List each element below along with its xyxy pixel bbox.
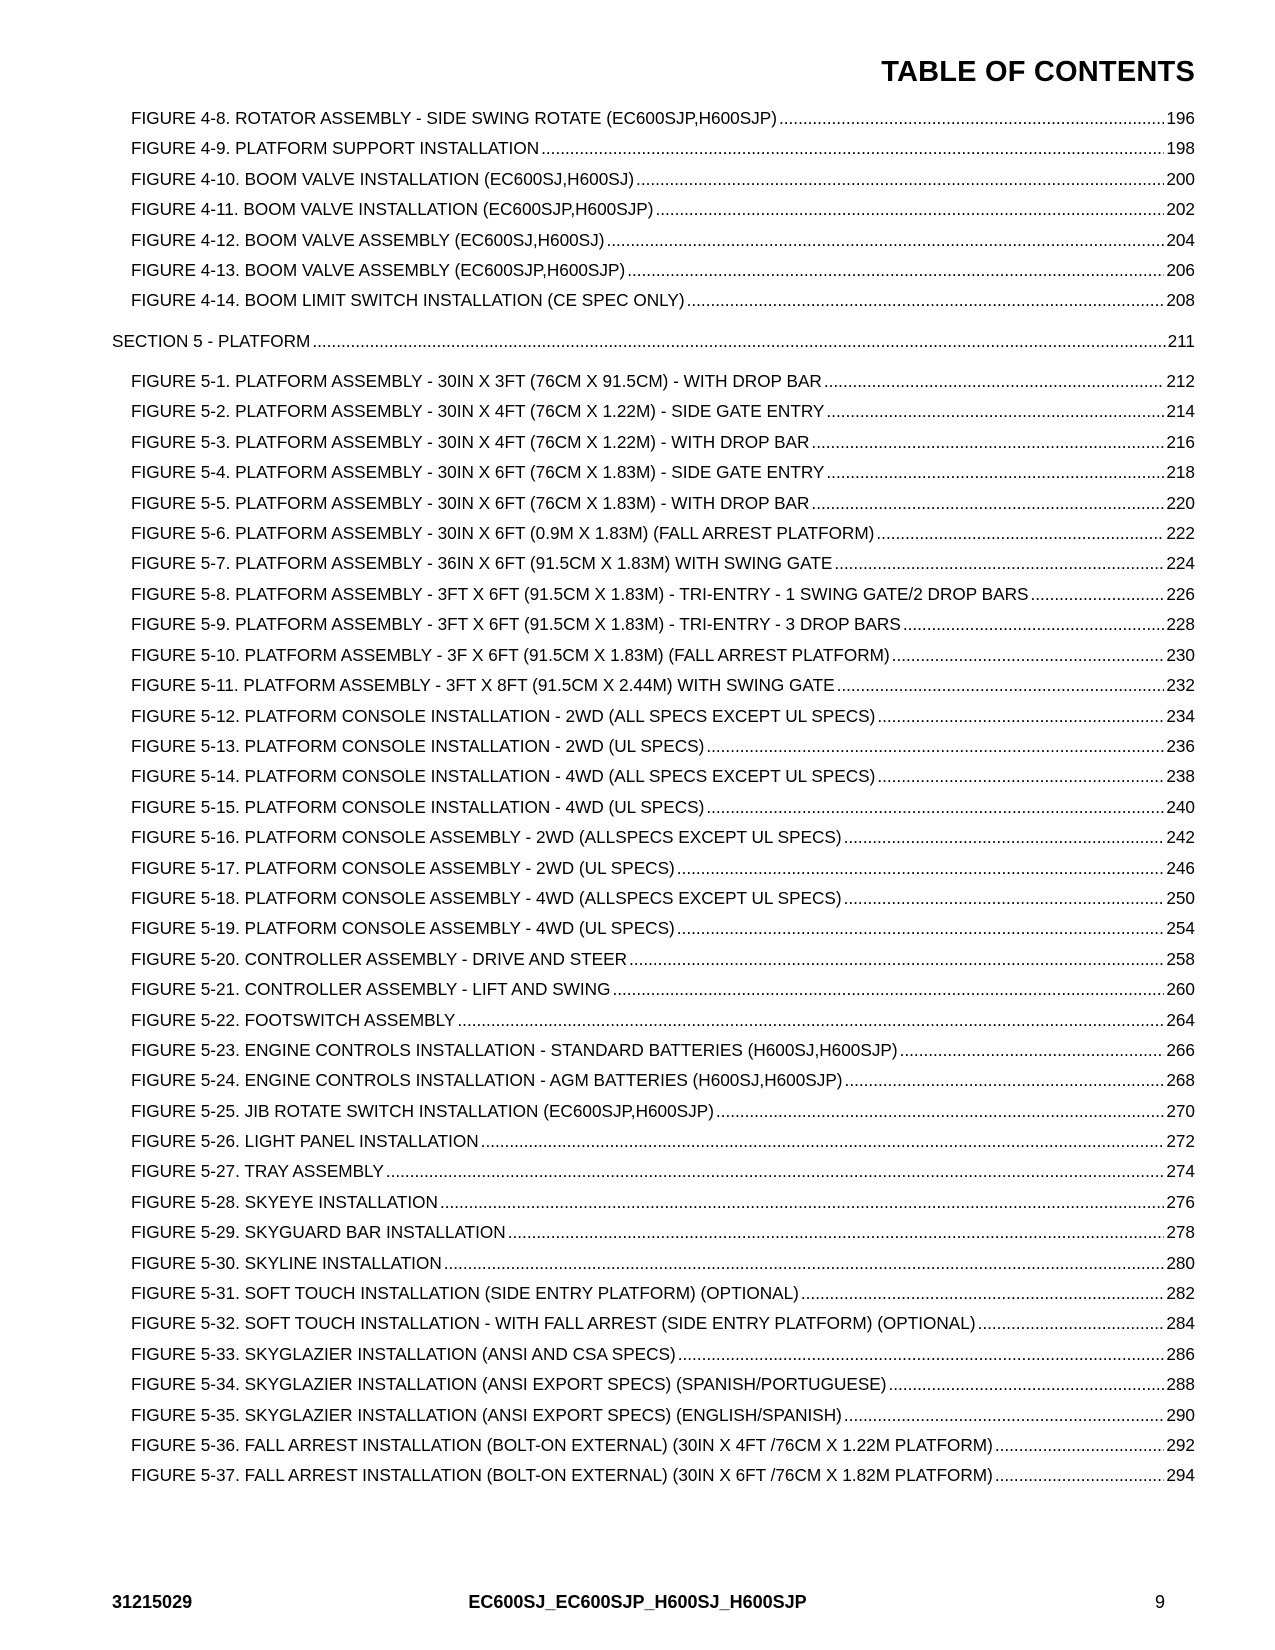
toc-entry-page: 238 <box>1166 766 1195 786</box>
toc-dot-leader <box>627 259 1164 281</box>
toc-dot-leader <box>612 978 1164 1000</box>
toc-entry-label: FIGURE 5-35. SKYGLAZIER INSTALLATION (ANSI EXPORT SPECS) (ENGLISH/SPANISH) <box>131 1405 842 1425</box>
toc-entry[interactable] <box>131 1130 1195 1152</box>
toc-entry[interactable] <box>131 735 1195 757</box>
toc-dot-leader <box>678 1343 1165 1365</box>
toc-dot-leader <box>892 644 1165 666</box>
toc-entry-label: FIGURE 5-16. PLATFORM CONSOLE ASSEMBLY - 2WD (ALLSPECS EXCEPT UL SPECS) <box>131 827 842 847</box>
toc-dot-leader <box>876 522 1164 544</box>
toc-dot-leader <box>677 857 1165 879</box>
toc-entry-label: FIGURE 5-29. SKYGUARD BAR INSTALLATION <box>131 1222 506 1242</box>
toc-entry[interactable] <box>131 887 1195 909</box>
toc-entry-page: 292 <box>1166 1435 1195 1455</box>
toc-dot-leader <box>995 1434 1165 1456</box>
model-line: EC600SJ_EC600SJP_H600SJ_H600SJP <box>468 1592 807 1612</box>
toc-entry-page: 204 <box>1166 230 1195 250</box>
toc-entry-label: FIGURE 5-31. SOFT TOUCH INSTALLATION (SIDE ENTRY PLATFORM) (OPTIONAL) <box>131 1283 799 1303</box>
toc-dot-leader <box>844 887 1165 909</box>
toc-entry-label: FIGURE 5-18. PLATFORM CONSOLE ASSEMBLY - 4WD (ALLSPECS EXCEPT UL SPECS) <box>131 888 842 908</box>
toc-entry[interactable] <box>131 289 1195 311</box>
toc-entry-page: 284 <box>1166 1313 1195 1333</box>
toc-entry-label: FIGURE 5-28. SKYEYE INSTALLATION <box>131 1192 438 1212</box>
toc-entry-label: FIGURE 5-24. ENGINE CONTROLS INSTALLATION - AGM BATTERIES (H600SJ,H600SJP) <box>131 1070 843 1090</box>
toc-dot-leader <box>995 1464 1165 1486</box>
toc-entry-label: FIGURE 5-4. PLATFORM ASSEMBLY - 30IN X 6FT (76CM X 1.83M) - SIDE GATE ENTRY <box>131 462 825 482</box>
toc-entry-label: FIGURE 4-14. BOOM LIMIT SWITCH INSTALLATION (CE SPEC ONLY) <box>131 290 685 310</box>
toc-entry-page: 212 <box>1166 371 1195 391</box>
toc-entry-page: 280 <box>1166 1253 1195 1273</box>
toc-entry-label: FIGURE 5-19. PLATFORM CONSOLE ASSEMBLY - 4WD (UL SPECS) <box>131 918 675 938</box>
toc-entry[interactable] <box>131 1221 1195 1243</box>
toc-entry-page: 268 <box>1166 1070 1195 1090</box>
toc-dot-leader <box>888 1373 1164 1395</box>
toc-entry-label: FIGURE 5-13. PLATFORM CONSOLE INSTALLATION - 2WD (UL SPECS) <box>131 736 705 756</box>
toc-entry[interactable] <box>131 198 1195 220</box>
toc-entry[interactable] <box>131 1343 1195 1365</box>
toc-entry-page: 290 <box>1166 1405 1195 1425</box>
toc-dot-leader <box>844 1404 1164 1426</box>
toc-entry-label: FIGURE 5-15. PLATFORM CONSOLE INSTALLATION - 4WD (UL SPECS) <box>131 797 705 817</box>
toc-entry[interactable] <box>131 370 1195 392</box>
toc-entry-label: FIGURE 5-5. PLATFORM ASSEMBLY - 30IN X 6FT (76CM X 1.83M) - WITH DROP BAR <box>131 493 810 513</box>
toc-entry-page: 208 <box>1166 290 1195 310</box>
toc-entry-label: FIGURE 4-9. PLATFORM SUPPORT INSTALLATION <box>131 138 540 158</box>
toc-entry-page: 282 <box>1166 1283 1195 1303</box>
toc-entry-label: FIGURE 5-2. PLATFORM ASSEMBLY - 30IN X 4FT (76CM X 1.22M) - SIDE GATE ENTRY <box>131 401 825 421</box>
toc-entry[interactable] <box>131 1191 1195 1213</box>
toc-entry-label: FIGURE 5-34. SKYGLAZIER INSTALLATION (ANSI EXPORT SPECS) (SPANISH/PORTUGUESE) <box>131 1374 887 1394</box>
toc-dot-leader <box>687 289 1165 311</box>
toc-entry[interactable] <box>131 644 1195 666</box>
toc-entry-label: FIGURE 5-32. SOFT TOUCH INSTALLATION - WITH FALL ARREST (SIDE ENTRY PLATFORM) (OPTIONAL) <box>131 1313 976 1333</box>
toc-entry[interactable] <box>131 259 1195 281</box>
toc-entry-label: FIGURE 5-9. PLATFORM ASSEMBLY - 3FT X 6FT (91.5CM X 1.83M) - TRI-ENTRY - 3 DROP BARS <box>131 614 901 634</box>
toc-entry-page: 258 <box>1166 949 1195 969</box>
toc-dot-leader <box>457 1009 1164 1031</box>
toc-entry[interactable] <box>131 461 1195 483</box>
toc-entry[interactable] <box>131 137 1195 159</box>
page-title: TABLE OF CONTENTS <box>881 56 1195 88</box>
toc-entry-label: FIGURE 5-11. PLATFORM ASSEMBLY - 3FT X 8FT (91.5CM X 2.44M) WITH SWING GATE <box>131 675 835 695</box>
toc-entry-page: 266 <box>1166 1040 1195 1060</box>
toc-entry[interactable] <box>131 168 1195 190</box>
toc-dot-leader <box>779 107 1164 129</box>
toc-dot-leader <box>900 1039 1165 1061</box>
toc-entry-label: FIGURE 5-26. LIGHT PANEL INSTALLATION <box>131 1131 479 1151</box>
toc-entry[interactable] <box>131 1160 1195 1182</box>
toc-entry-page: 226 <box>1166 584 1195 604</box>
toc-entry-label: FIGURE 5-3. PLATFORM ASSEMBLY - 30IN X 4FT (76CM X 1.22M) - WITH DROP BAR <box>131 432 810 452</box>
toc-entry-label: FIGURE 5-25. JIB ROTATE SWITCH INSTALLATION (EC600SJP,H600SJP) <box>131 1101 714 1121</box>
toc-entry-page: 214 <box>1166 401 1195 421</box>
toc-section-entry[interactable] <box>112 330 1195 352</box>
toc-dot-leader <box>636 168 1164 190</box>
toc-dot-leader <box>877 705 1164 727</box>
toc-entry[interactable] <box>131 1100 1195 1122</box>
toc-entry-label: SECTION 5 - PLATFORM <box>112 331 311 351</box>
toc-entry-label: FIGURE 5-27. TRAY ASSEMBLY <box>131 1161 384 1181</box>
toc-dot-leader <box>978 1312 1165 1334</box>
toc-entry-page: 276 <box>1166 1192 1195 1212</box>
toc-dot-leader <box>706 796 1164 818</box>
toc-entry[interactable] <box>131 492 1195 514</box>
toc-entry-page: 272 <box>1166 1131 1195 1151</box>
toc-dot-leader <box>826 461 1164 483</box>
toc-entry-page: 278 <box>1166 1222 1195 1242</box>
toc-entry-page: 224 <box>1166 553 1195 573</box>
toc-entry[interactable] <box>131 431 1195 453</box>
toc-entry-page: 198 <box>1166 138 1195 158</box>
toc-entry-page: 211 <box>1167 331 1195 351</box>
toc-entry[interactable] <box>131 1282 1195 1304</box>
toc-entry[interactable] <box>131 613 1195 635</box>
toc-entry-label: FIGURE 4-12. BOOM VALVE ASSEMBLY (EC600SJ,H600SJ) <box>131 230 605 250</box>
toc-entry[interactable] <box>131 826 1195 848</box>
toc-entry[interactable] <box>131 400 1195 422</box>
toc-dot-leader <box>824 370 1164 392</box>
toc-dot-leader <box>444 1252 1165 1274</box>
toc-entry-page: 260 <box>1166 979 1195 999</box>
toc-entry-page: 228 <box>1166 614 1195 634</box>
toc-dot-leader <box>1030 583 1164 605</box>
toc-dot-leader <box>811 492 1164 514</box>
toc-entry-label: FIGURE 5-14. PLATFORM CONSOLE INSTALLATION - 4WD (ALL SPECS EXCEPT UL SPECS) <box>131 766 876 786</box>
toc-dot-leader <box>801 1282 1164 1304</box>
toc-entry[interactable] <box>131 765 1195 787</box>
toc-entry[interactable] <box>131 1312 1195 1334</box>
toc-entry[interactable] <box>131 1252 1195 1274</box>
toc-entry-label: FIGURE 5-8. PLATFORM ASSEMBLY - 3FT X 6FT (91.5CM X 1.83M) - TRI-ENTRY - 1 SWING GATE/2 DROP BARS <box>131 584 1029 604</box>
toc-entry-page: 220 <box>1166 493 1195 513</box>
toc-entry-page: 274 <box>1166 1161 1195 1181</box>
toc-entry-page: 202 <box>1166 199 1195 219</box>
toc-dot-leader <box>716 1100 1164 1122</box>
toc-dot-leader <box>826 400 1164 422</box>
toc-dot-leader <box>844 826 1165 848</box>
toc-entry-page: 230 <box>1166 645 1195 665</box>
toc-entry[interactable] <box>131 948 1195 970</box>
toc-dot-leader <box>877 765 1164 787</box>
toc-entry-label: FIGURE 5-1. PLATFORM ASSEMBLY - 30IN X 3FT (76CM X 91.5CM) - WITH DROP BAR <box>131 371 822 391</box>
toc-entry-label: FIGURE 5-33. SKYGLAZIER INSTALLATION (ANSI AND CSA SPECS) <box>131 1344 676 1364</box>
toc-dot-leader <box>837 674 1165 696</box>
toc-entry-label: FIGURE 5-37. FALL ARREST INSTALLATION (BOLT-ON EXTERNAL) (30IN X 6FT /76CM X 1.82M PLATFORM) <box>131 1465 993 1485</box>
toc-entry-page: 250 <box>1166 888 1195 908</box>
toc-entry-label: FIGURE 5-23. ENGINE CONTROLS INSTALLATION - STANDARD BATTERIES (H600SJ,H600SJP) <box>131 1040 898 1060</box>
toc-dot-leader <box>903 613 1165 635</box>
toc-dot-leader <box>541 137 1164 159</box>
toc-entry-label: FIGURE 5-36. FALL ARREST INSTALLATION (BOLT-ON EXTERNAL) (30IN X 4FT /76CM X 1.22M PLATFORM) <box>131 1435 993 1455</box>
toc-entry[interactable] <box>131 705 1195 727</box>
toc-entry[interactable] <box>131 857 1195 879</box>
toc-entry[interactable] <box>131 1464 1195 1486</box>
toc-dot-leader <box>481 1130 1165 1152</box>
toc-entry-label: FIGURE 5-20. CONTROLLER ASSEMBLY - DRIVE AND STEER <box>131 949 628 969</box>
toc-entry-page: 270 <box>1166 1101 1195 1121</box>
toc-entry-page: 294 <box>1166 1465 1195 1485</box>
toc-entry-label: FIGURE 4-8. ROTATOR ASSEMBLY - SIDE SWING ROTATE (EC600SJP,H600SJP) <box>131 108 777 128</box>
toc-entry-label: FIGURE 5-17. PLATFORM CONSOLE ASSEMBLY - 2WD (UL SPECS) <box>131 858 675 878</box>
toc-dot-leader <box>508 1221 1165 1243</box>
toc-entry[interactable] <box>131 1434 1195 1456</box>
toc-entry-page: 288 <box>1166 1374 1195 1394</box>
toc-entry-label: FIGURE 4-13. BOOM VALVE ASSEMBLY (EC600SJP,H600SJP) <box>131 260 626 280</box>
toc-entry[interactable] <box>131 1373 1195 1395</box>
toc-dot-leader <box>606 229 1164 251</box>
toc-dot-leader <box>845 1069 1165 1091</box>
toc-entry[interactable] <box>131 1069 1195 1091</box>
toc-entry[interactable] <box>131 1404 1195 1426</box>
toc-entry-page: 264 <box>1166 1010 1195 1030</box>
toc-entry-label: FIGURE 5-22. FOOTSWITCH ASSEMBLY <box>131 1010 456 1030</box>
toc-entry-page: 246 <box>1166 858 1195 878</box>
toc-entry-page: 218 <box>1166 462 1195 482</box>
toc-entry[interactable] <box>131 978 1195 1000</box>
toc-dot-leader <box>706 735 1164 757</box>
toc-entry-label: FIGURE 5-30. SKYLINE INSTALLATION <box>131 1253 442 1273</box>
toc-entry[interactable] <box>131 552 1195 574</box>
toc-entry-page: 254 <box>1166 918 1195 938</box>
toc-entry-label: FIGURE 4-10. BOOM VALVE INSTALLATION (EC600SJ,H600SJ) <box>131 169 635 189</box>
document-number: 31215029 <box>112 1592 193 1612</box>
toc-entry[interactable] <box>131 583 1195 605</box>
toc-dot-leader <box>312 330 1165 352</box>
toc-entry-label: FIGURE 5-10. PLATFORM ASSEMBLY - 3F X 6FT (91.5CM X 1.83M) (FALL ARREST PLATFORM) <box>131 645 890 665</box>
toc-entry[interactable] <box>131 229 1195 251</box>
toc-entry-label: FIGURE 5-6. PLATFORM ASSEMBLY - 30IN X 6FT (0.9M X 1.83M) (FALL ARREST PLATFORM) <box>131 523 875 543</box>
toc-dot-leader <box>677 917 1165 939</box>
toc-entry[interactable] <box>131 1039 1195 1061</box>
toc-entry-page: 242 <box>1166 827 1195 847</box>
toc-entry[interactable] <box>131 796 1195 818</box>
toc-entry[interactable] <box>131 1009 1195 1031</box>
toc-dot-leader <box>811 431 1164 453</box>
toc-entry-page: 240 <box>1166 797 1195 817</box>
toc-entry-page: 232 <box>1166 675 1195 695</box>
toc-dot-leader <box>834 552 1164 574</box>
toc-entry-page: 234 <box>1166 706 1195 726</box>
toc-entry-page: 206 <box>1166 260 1195 280</box>
toc-dot-leader <box>655 198 1164 220</box>
toc-dot-leader <box>629 948 1164 970</box>
toc-entry-label: FIGURE 5-21. CONTROLLER ASSEMBLY - LIFT AND SWING <box>131 979 611 999</box>
toc-entry-page: 286 <box>1166 1344 1195 1364</box>
toc-dot-leader <box>440 1191 1164 1213</box>
toc-entry-label: FIGURE 4-11. BOOM VALVE INSTALLATION (EC600SJP,H600SJP) <box>131 199 654 219</box>
toc-entry-page: 216 <box>1166 432 1195 452</box>
toc-entry[interactable] <box>131 674 1195 696</box>
toc-entry[interactable] <box>131 522 1195 544</box>
toc-entry-label: FIGURE 5-12. PLATFORM CONSOLE INSTALLATION - 2WD (ALL SPECS EXCEPT UL SPECS) <box>131 706 876 726</box>
toc-dot-leader <box>386 1160 1165 1182</box>
toc-entry-label: FIGURE 5-7. PLATFORM ASSEMBLY - 36IN X 6FT (91.5CM X 1.83M) WITH SWING GATE <box>131 553 833 573</box>
toc-entry-page: 236 <box>1166 736 1195 756</box>
toc-entry-page: 200 <box>1166 169 1195 189</box>
page-number: 9 <box>1154 1592 1165 1612</box>
toc-entry[interactable] <box>131 917 1195 939</box>
toc-entry-page: 222 <box>1166 523 1195 543</box>
toc-entry-page: 196 <box>1166 108 1195 128</box>
toc-entry[interactable] <box>131 107 1195 129</box>
